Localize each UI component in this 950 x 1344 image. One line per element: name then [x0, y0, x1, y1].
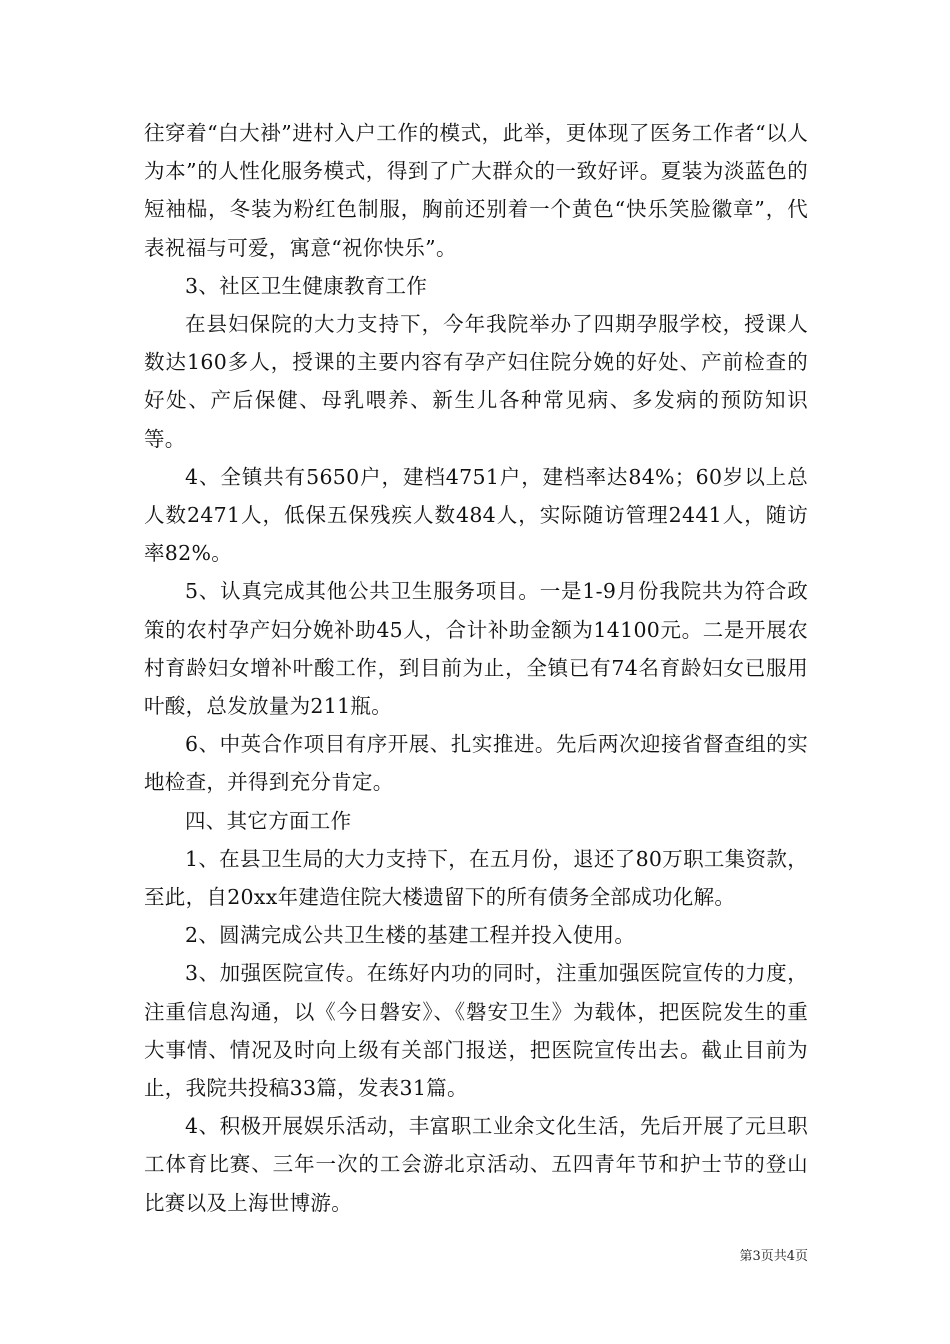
- paragraph-household-records: 4、全镇共有5650户，建档4751户，建档率达84%；60岁以上总人数2471人，低保五保残疾人数484人，实际随访管理2441人，随访率82%。: [144, 464, 808, 566]
- page-number-footer: 第3页共4页: [739, 1249, 808, 1264]
- paragraph-debt-resolved: 1、在县卫生局的大力支持下，在五月份，退还了80万职工集资款，至此，自20xx年建造住院大楼遗留下的所有债务全部成功化解。: [144, 846, 808, 910]
- heading-community-health-education: 3、社区卫生健康教育工作: [185, 273, 428, 298]
- paragraph-maternal-school: 在县妇保院的大力支持下，今年我院举办了四期孕服学校，授课人数达160多人，授课的主要内容有孕产妇住院分娩的好处、产前检查的好处、产后保健、母乳喂养、新生儿各种常见病、多发病的预防知识等。: [144, 312, 808, 451]
- paragraph-public-health-building: 2、圆满完成公共卫生楼的基建工程并投入使用。: [185, 923, 636, 948]
- paragraph-sino-uk-project: 6、中英合作项目有序开展、扎实推进。先后两次迎接省督查组的实地检查，并得到充分肯定。: [144, 732, 808, 795]
- document-body: [144, 114, 808, 1222]
- paragraph-hospital-publicity: 3、加强医院宣传。在练好内功的同时，注重加强医院宣传的力度，注重信息沟通，以《今日磐安》、《磐安卫生》为载体，把医院发生的重大事情、情况及时向上级有关部门报送，把医院宣传出去。截止目前为止，我院共投稿33篇，发表31篇。: [144, 961, 808, 1101]
- paragraph-continuation: 往穿着“白大褂”进村入户工作的模式，此举，更体现了医务工作者“以人为本”的人性化服务模式，得到了广大群众的一致好评。夏装为淡蓝色的短袖榀，冬装为粉红色制服，胸前还别着一个黄色“快乐笑脸徽章”，代表祝福与可爱，寓意“祝你快乐”。: [144, 121, 808, 260]
- paragraph-recreation-activities: 4、积极开展娱乐活动，丰富职工业余文化生活，先后开展了元旦职工体育比赛、三年一次的工会游北京活动、五四青年节和护士节的登山比赛以及上海世博游。: [144, 1114, 808, 1215]
- heading-other-work: 四、其它方面工作: [185, 808, 352, 833]
- paragraph-public-health-projects: 5、认真完成其他公共卫生服务项目。一是1-9月份我院共为符合政策的农村孕产妇分娩补助45人，合计补助金额为14100元。二是开展农村育龄妇女增补叶酸工作，到目前为止，全镇已有74名育龄妇女已服用叶酸，总发放量为211瓶。: [144, 579, 808, 719]
